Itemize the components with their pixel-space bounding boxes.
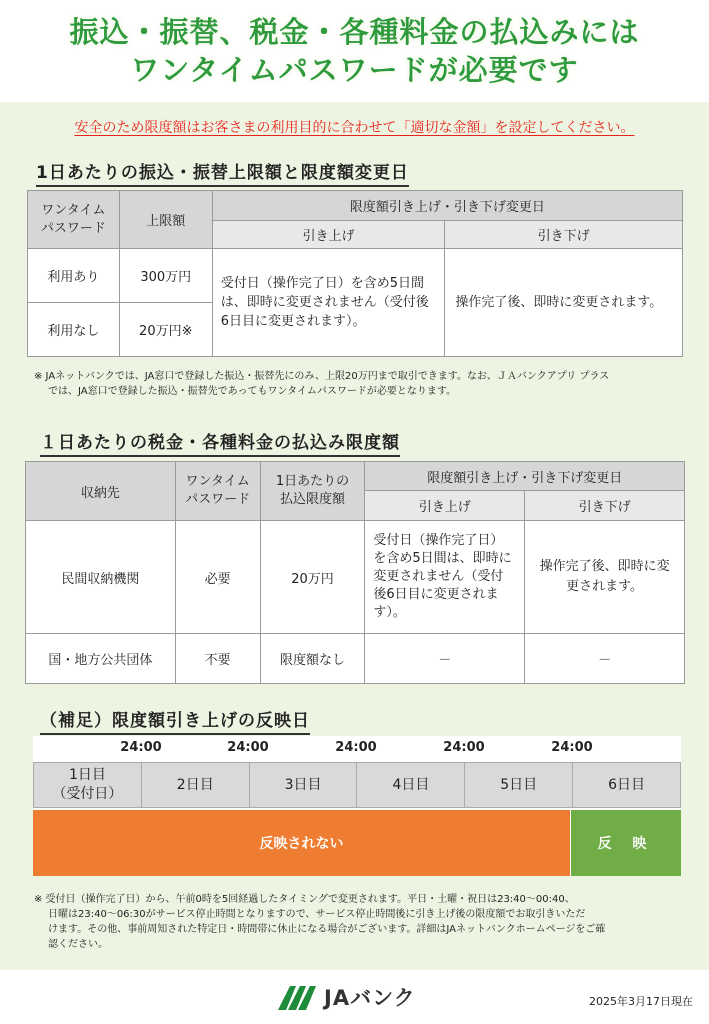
ja-logo-icon [276,982,320,1012]
header-otp: ワンタイム パスワード [28,191,120,249]
raise-description: 受付日（操作完了日）を含め5日間は、即時に変更されません（受付後6日目に変更されます）。 [212,249,445,357]
page-title-line2: ワンタイムパスワードが必要です [130,53,579,87]
day-3: 3日目 [250,763,358,807]
section3-title: （補足）限度額引き上げの反映日 [40,706,310,735]
timeline-times [33,740,681,762]
not-reflected-bar: 反映されない [33,810,570,876]
ja-bank-logo-text: JAバンク [324,986,416,1010]
row-otp-yes: 利用あり [28,249,120,303]
row-limit-300: 300万円 [119,249,212,303]
safety-notice: 安全のため限度額はお客さまの利用目的に合わせて「適切な金額」を設定してください。 [74,120,635,136]
header-otp-2: ワンタイム パスワード [175,462,260,521]
header-lower: 引き下げ [445,221,683,249]
header-raise-2: 引き上げ [365,491,525,521]
lower-dash: － [525,634,685,684]
row-limit-20: 20万円※ [119,303,212,357]
day-4: 4日目 [357,763,465,807]
raise-dash: － [365,634,525,684]
section3-note-line3: けます。その他、事前周知された特定日・時間帯に休止になる場合がございます。詳細はJAネットバンクホームページをご確 [48,924,606,935]
time-label: 24:00 [551,740,593,755]
time-label: 24:00 [335,740,377,755]
row-otp-no: 利用なし [28,303,120,357]
transfer-limit-table [27,190,683,357]
header-change-day: 限度額引き上げ・引き下げ変更日 [212,191,682,221]
header-raise: 引き上げ [212,221,445,249]
header-daily-limit: 1日あたりの 払込限度額 [260,462,365,521]
time-label: 24:00 [227,740,269,755]
payee-public: 国・地方公共団体 [26,634,176,684]
time-label: 24:00 [120,740,162,755]
section3-note-line1: ※ 受付日（操作完了日）から、午前0時を5回経過したタイミングで変更されます。平日・土曜・祝日は23:40～00:40、 [34,894,575,905]
day-2: 2日目 [142,763,250,807]
otp-required: 必要 [175,521,260,634]
header-change-day-2: 限度額引き上げ・引き下げ変更日 [365,462,685,491]
page-header [0,0,709,102]
header-limit: 上限額 [119,191,212,249]
page-title-line1: 振込・振替、税金・各種料金の払込みには [69,15,640,49]
day-1: 1日目 （受付日） [34,763,142,807]
header-lower-2: 引き下げ [525,491,685,521]
section1-note-line2: では、JA窓口で登録した振込・振替先であってもワンタイムパスワードが必要となります。 [48,386,457,397]
ja-bank-logo [276,982,416,1012]
reflected-bar: 反 映 [571,810,681,876]
section2-title: １日あたりの税金・各種料金の払込み限度額 [40,428,400,457]
lower-description-2: 操作完了後、即時に変更されます。 [525,521,685,634]
header-payee: 収納先 [26,462,176,521]
time-label: 24:00 [443,740,485,755]
section3-note-line2: 日曜は23:40～06:30がサービス停止時間となりますので、サービス停止時間後に引き上げ後の限度額でお取引きいただ [48,909,586,920]
section3-note-line4: 認ください。 [48,939,108,950]
day-6: 6日目 [608,776,646,793]
otp-not-required: 不要 [175,634,260,684]
limit-none: 限度額なし [260,634,365,684]
section1-note-line1: ※ JAネットバンクでは、JA窓口で登録した振込・振替先にのみ、上限20万円まで取引できます。なお、ＪＡバンクアプリ プラス [34,371,610,382]
payee-private: 民間収納機関 [26,521,176,634]
lower-description: 操作完了後、即時に変更されます。 [445,249,683,357]
raise-description-2: 受付日（操作完了日）を含め5日間は、即時に変更されません（受付後6日目に変更されます）。 [365,521,525,634]
day-5: 5日目 [465,763,573,807]
as-of-date: 2025年3月17日現在 [589,995,693,1008]
timeline-days [33,762,681,808]
payment-limit-table [25,461,685,684]
limit-20man: 20万円 [260,521,365,634]
section1-title: 1日あたりの振込・振替上限額と限度額変更日 [36,158,409,187]
